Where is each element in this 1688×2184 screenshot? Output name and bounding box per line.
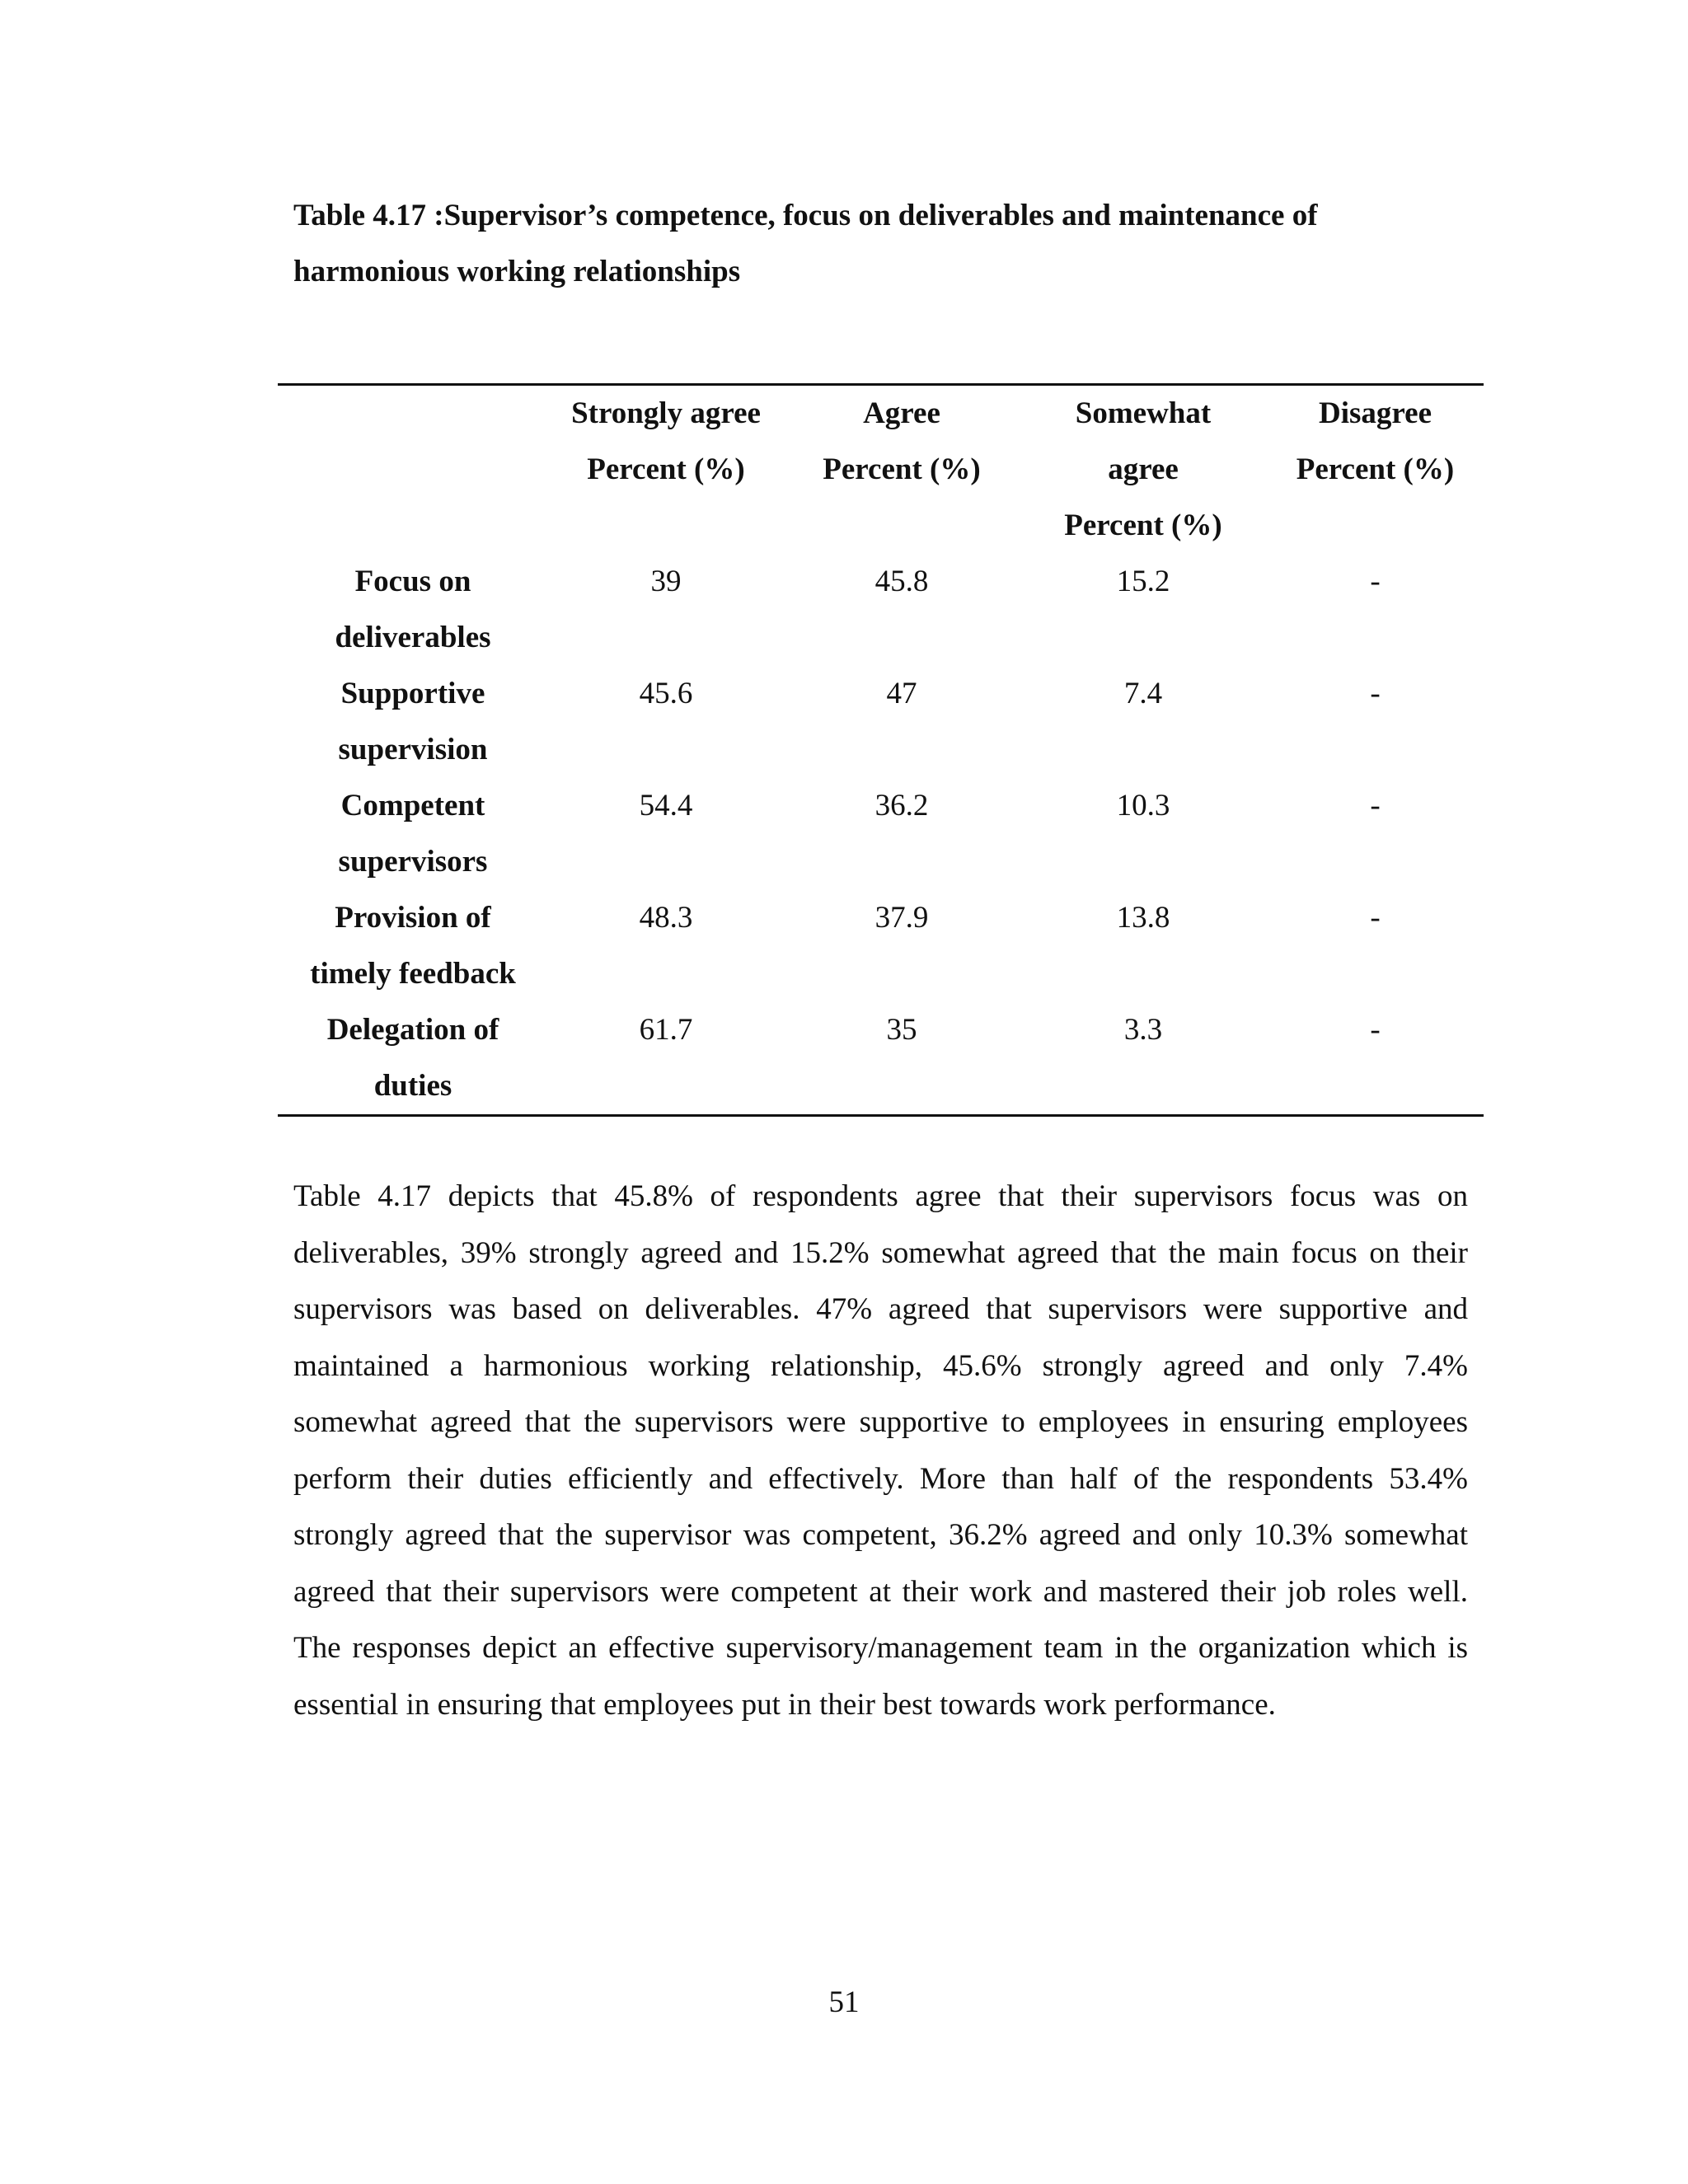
caption-line-2: harmonious working relationships bbox=[293, 255, 741, 288]
cell-disagree: - bbox=[1370, 565, 1381, 598]
row-label-text: timely feedback bbox=[310, 957, 516, 991]
cell-agree: 35 bbox=[886, 1013, 917, 1047]
results-table-container bbox=[278, 383, 1484, 1117]
cell-disagree: - bbox=[1370, 677, 1381, 710]
table-row bbox=[278, 1002, 1484, 1116]
cell-strongly-agree: 39 bbox=[650, 565, 682, 598]
table-caption bbox=[293, 188, 1489, 300]
cell-disagree: - bbox=[1370, 1013, 1381, 1047]
row-label-text: deliverables bbox=[335, 621, 491, 654]
cell-strongly-agree: 45.6 bbox=[639, 677, 693, 710]
row-label-text: supervisors bbox=[338, 845, 488, 879]
cell-agree: 45.8 bbox=[874, 565, 929, 598]
caption-line-1: Table 4.17 :Supervisor’s competence, focus on deliverables and maintenance of bbox=[293, 199, 1318, 232]
table-row bbox=[278, 554, 1484, 666]
table-row bbox=[278, 666, 1484, 778]
header-text: Somewhat bbox=[1075, 396, 1212, 430]
row-label-text: supervision bbox=[338, 733, 488, 766]
cell-somewhat-agree: 3.3 bbox=[1123, 1013, 1163, 1047]
header-text: Percent (%) bbox=[1064, 509, 1222, 542]
header-text: Agree bbox=[863, 396, 940, 430]
header-text: Disagree bbox=[1319, 396, 1432, 430]
header-text: Percent (%) bbox=[587, 452, 745, 486]
header-row bbox=[278, 385, 1484, 555]
header-text: agree bbox=[1108, 452, 1179, 486]
header-strongly-agree bbox=[548, 385, 784, 555]
table-row bbox=[278, 890, 1484, 1002]
cell-agree: 37.9 bbox=[874, 901, 929, 935]
table-body bbox=[278, 554, 1484, 1116]
results-table bbox=[278, 383, 1484, 1117]
row-label-text: Focus on bbox=[354, 565, 471, 598]
header-text: Strongly agree bbox=[571, 396, 761, 430]
cell-somewhat-agree: 10.3 bbox=[1116, 789, 1170, 823]
cell-somewhat-agree: 15.2 bbox=[1116, 565, 1170, 598]
table-row bbox=[278, 778, 1484, 890]
page-number: 51 bbox=[828, 1985, 860, 2019]
row-label-text: Competent bbox=[340, 789, 485, 823]
header-somewhat-agree bbox=[1020, 385, 1267, 555]
row-label-text: Provision of bbox=[335, 901, 491, 935]
cell-disagree: - bbox=[1370, 789, 1381, 823]
header-empty bbox=[278, 385, 548, 555]
row-label bbox=[278, 1002, 548, 1116]
row-label bbox=[278, 778, 548, 890]
header-text: Percent (%) bbox=[1296, 452, 1455, 486]
cell-strongly-agree: 48.3 bbox=[639, 901, 693, 935]
row-label bbox=[278, 554, 548, 666]
row-label bbox=[278, 666, 548, 778]
row-label-text: Supportive bbox=[340, 677, 485, 710]
cell-strongly-agree: 54.4 bbox=[639, 789, 693, 823]
cell-agree: 47 bbox=[886, 677, 917, 710]
header-disagree bbox=[1267, 385, 1484, 555]
header-agree bbox=[784, 385, 1020, 555]
cell-disagree: - bbox=[1370, 901, 1381, 935]
cell-agree: 36.2 bbox=[874, 789, 929, 823]
cell-somewhat-agree: 13.8 bbox=[1116, 901, 1170, 935]
body-paragraph: Table 4.17 depicts that 45.8% of respondents agree that their supervisors focus was on deliverables, 39% strongly agreed and 15.2% somewhat agreed that the main focus on their supervisors was based on deliverables. 47% agreed that supervisors were supportive and maintained a harmonious working relationship, 45.6% strongly agreed and only 7.4% somewhat agreed that the supervisors were supportive to employees in ensuring employees perform their duties efficiently and effectively. More than half of the respondents 53.4% strongly agreed that the supervisor was competent, 36.2% agreed and only 10.3% somewhat agreed that their supervisors were competent at their work and mastered their job roles well. The responses depict an effective supervisory/management team in the organization which is essential in ensuring that employees put in their best towards work performance. bbox=[293, 1179, 1468, 1722]
row-label-text: duties bbox=[373, 1069, 452, 1103]
cell-strongly-agree: 61.7 bbox=[639, 1013, 693, 1047]
table-header bbox=[278, 385, 1484, 555]
header-text: Percent (%) bbox=[823, 452, 981, 486]
row-label-text: Delegation of bbox=[326, 1013, 499, 1047]
row-label bbox=[278, 890, 548, 1002]
cell-somewhat-agree: 7.4 bbox=[1123, 677, 1163, 710]
